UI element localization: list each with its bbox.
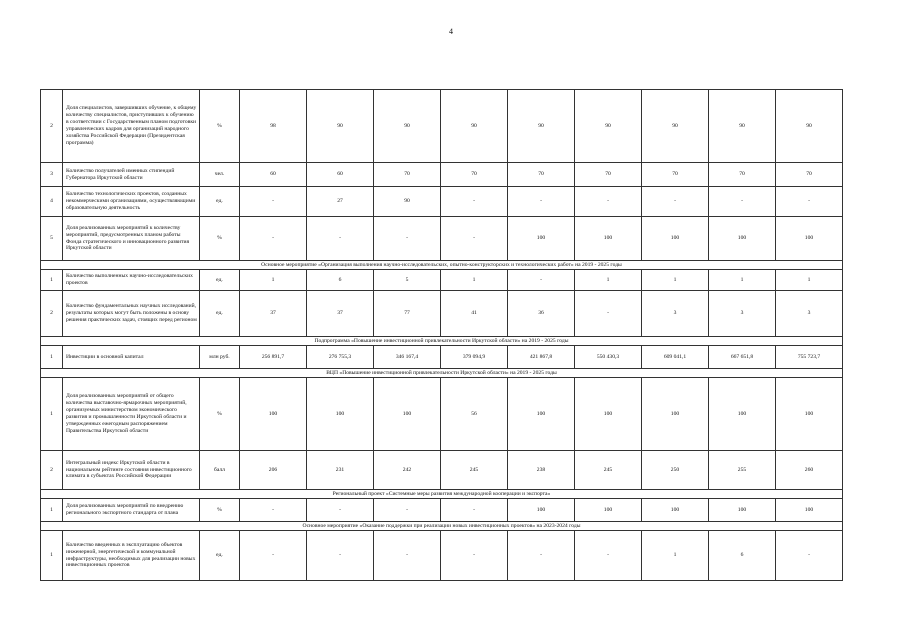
value-cell: -: [374, 499, 441, 522]
value-cell: 609 041,1: [642, 346, 709, 369]
row-number-cell: 4: [41, 187, 63, 217]
value-cell: -: [240, 499, 307, 522]
indicator-name-cell: Интегральный индекс Иркутской области в национальном рейтинге состояния инвестиционного климата в субъектах Российской Федерации: [63, 451, 200, 490]
value-cell: 256 891,7: [240, 346, 307, 369]
value-cell: -: [441, 499, 508, 522]
value-cell: 238: [508, 451, 575, 490]
value-cell: 90: [776, 90, 843, 163]
value-cell: 41: [441, 291, 508, 337]
table-row: [41, 451, 843, 490]
value-cell: 56: [441, 378, 508, 451]
section-header-row: [41, 369, 843, 378]
value-cell: 100: [709, 217, 776, 261]
value-cell: 1: [575, 270, 642, 291]
value-cell: 100: [508, 217, 575, 261]
section-title: Подпрограмма «Повышение инвестиционной привлекательности Иркутской области» на 2019 - 2025 годы: [41, 337, 843, 346]
section-header-row: [41, 490, 843, 499]
row-number-cell: 1: [41, 378, 63, 451]
value-cell: -: [776, 531, 843, 581]
value-cell: 60: [240, 163, 307, 187]
section-header-row: [41, 261, 843, 270]
value-cell: 36: [508, 291, 575, 337]
value-cell: 755 723,7: [776, 346, 843, 369]
indicator-name-cell: Инвестиции в основной капитал: [63, 346, 200, 369]
value-cell: -: [374, 531, 441, 581]
value-cell: -: [642, 187, 709, 217]
unit-cell: ед.: [200, 187, 240, 217]
value-cell: 100: [508, 378, 575, 451]
page-number: 4: [449, 27, 453, 36]
value-cell: -: [575, 531, 642, 581]
indicator-name-cell: Доля реализованных мероприятий к количеству мероприятий, предусмотренных планом работы Фонда стратегического и инновационного развития Иркутской области: [63, 217, 200, 261]
indicator-name-cell: Доля реализованных мероприятий от общего количества выставочно-ярмарочных мероприятий, организуемых министерством экономического развития и промышленности Иркутской области и утвержденных ежегодным распоряжением Правительства Иркутской области: [63, 378, 200, 451]
value-cell: -: [709, 187, 776, 217]
value-cell: 90: [575, 90, 642, 163]
value-cell: 1: [240, 270, 307, 291]
unit-cell: млн руб.: [200, 346, 240, 369]
value-cell: 1: [709, 270, 776, 291]
value-cell: 1: [776, 270, 843, 291]
value-cell: 90: [709, 90, 776, 163]
indicator-name-cell: Количество выполненных научно-исследовательских проектов: [63, 270, 200, 291]
value-cell: 100: [709, 499, 776, 522]
value-cell: 70: [642, 163, 709, 187]
value-cell: 100: [307, 378, 374, 451]
value-cell: -: [441, 217, 508, 261]
value-cell: 6: [709, 531, 776, 581]
value-cell: 242: [374, 451, 441, 490]
row-number-cell: 1: [41, 531, 63, 581]
unit-cell: %: [200, 378, 240, 451]
value-cell: 276 755,3: [307, 346, 374, 369]
value-cell: 231: [307, 451, 374, 490]
value-cell: 3: [776, 291, 843, 337]
indicator-name-cell: Доля реализованных мероприятий по внедрению регионального экспортного стандарта от плана: [63, 499, 200, 522]
unit-cell: ед.: [200, 291, 240, 337]
value-cell: 260: [776, 451, 843, 490]
value-cell: 1: [441, 270, 508, 291]
value-cell: -: [240, 531, 307, 581]
value-cell: 100: [642, 217, 709, 261]
value-cell: 100: [374, 378, 441, 451]
value-cell: -: [776, 187, 843, 217]
value-cell: 100: [709, 378, 776, 451]
value-cell: -: [307, 217, 374, 261]
value-cell: -: [508, 187, 575, 217]
value-cell: 255: [709, 451, 776, 490]
value-cell: 245: [441, 451, 508, 490]
indicator-name-cell: Количество введенных в эксплуатацию объектов инженерной, энергетической и коммунальной инфраструктуры, необходимых для реализации новых инвестиционных проектов: [63, 531, 200, 581]
unit-cell: %: [200, 217, 240, 261]
value-cell: 1: [642, 531, 709, 581]
value-cell: 100: [776, 499, 843, 522]
section-title: Региональный проект «Системные меры развития международной кооперации и экспорта»: [41, 490, 843, 499]
unit-cell: ед.: [200, 270, 240, 291]
indicators-table: [40, 89, 843, 581]
value-cell: -: [575, 187, 642, 217]
value-cell: -: [240, 187, 307, 217]
unit-cell: чел.: [200, 163, 240, 187]
unit-cell: балл: [200, 451, 240, 490]
unit-cell: ед.: [200, 531, 240, 581]
section-header-row: [41, 522, 843, 531]
value-cell: -: [307, 499, 374, 522]
value-cell: 70: [508, 163, 575, 187]
value-cell: 90: [374, 90, 441, 163]
value-cell: 3: [642, 291, 709, 337]
value-cell: -: [441, 187, 508, 217]
value-cell: 379 094,9: [441, 346, 508, 369]
table-row: [41, 217, 843, 261]
table-row: [41, 90, 843, 163]
value-cell: 70: [575, 163, 642, 187]
table-row: [41, 187, 843, 217]
value-cell: 3: [709, 291, 776, 337]
value-cell: 27: [307, 187, 374, 217]
value-cell: 90: [508, 90, 575, 163]
section-title: Основное мероприятие «Оказание поддержки при реализации новых инвестиционных проектов» на 2023-2024 годы: [41, 522, 843, 531]
table-row: [41, 270, 843, 291]
value-cell: -: [508, 270, 575, 291]
value-cell: 98: [240, 90, 307, 163]
value-cell: -: [307, 531, 374, 581]
value-cell: 90: [307, 90, 374, 163]
row-number-cell: 1: [41, 346, 63, 369]
value-cell: -: [374, 217, 441, 261]
value-cell: 77: [374, 291, 441, 337]
indicator-name-cell: Количество технологических проектов, созданных некоммерческими организациями, осуществляющими образовательную деятельность: [63, 187, 200, 217]
row-number-cell: 2: [41, 90, 63, 163]
table-row: [41, 499, 843, 522]
value-cell: -: [441, 531, 508, 581]
value-cell: 100: [642, 378, 709, 451]
value-cell: 250: [642, 451, 709, 490]
indicator-name-cell: Количество фундаментальных научных исследований, результаты которых могут быть положены в основу решения практических задач, стоящих перед регионом: [63, 291, 200, 337]
value-cell: 346 167,4: [374, 346, 441, 369]
value-cell: 70: [441, 163, 508, 187]
row-number-cell: 1: [41, 499, 63, 522]
row-number-cell: 2: [41, 451, 63, 490]
value-cell: 667 651,8: [709, 346, 776, 369]
value-cell: -: [508, 531, 575, 581]
value-cell: 100: [575, 499, 642, 522]
value-cell: 5: [374, 270, 441, 291]
value-cell: 70: [709, 163, 776, 187]
unit-cell: %: [200, 499, 240, 522]
value-cell: 37: [307, 291, 374, 337]
value-cell: 100: [776, 378, 843, 451]
table-row: [41, 531, 843, 581]
value-cell: 100: [240, 378, 307, 451]
value-cell: 60: [307, 163, 374, 187]
value-cell: 70: [776, 163, 843, 187]
value-cell: 100: [575, 378, 642, 451]
value-cell: 37: [240, 291, 307, 337]
value-cell: 100: [776, 217, 843, 261]
value-cell: 100: [642, 499, 709, 522]
unit-cell: %: [200, 90, 240, 163]
table-row: [41, 291, 843, 337]
value-cell: -: [575, 291, 642, 337]
value-cell: 550 430,3: [575, 346, 642, 369]
table-row: [41, 346, 843, 369]
value-cell: 90: [642, 90, 709, 163]
value-cell: 70: [374, 163, 441, 187]
indicator-name-cell: Доля специалистов, завершивших обучение, к общему количеству специалистов, приступивших к обучению в соответствии с Государственным планом подготовки управленческих кадров для организаций народного хозяйства Российской Федерации (Президентская программа): [63, 90, 200, 163]
row-number-cell: 2: [41, 291, 63, 337]
value-cell: 1: [642, 270, 709, 291]
value-cell: 90: [374, 187, 441, 217]
indicator-name-cell: Количество получателей именных стипендий Губернатора Иркутской области: [63, 163, 200, 187]
value-cell: 100: [508, 499, 575, 522]
value-cell: 421 867,8: [508, 346, 575, 369]
value-cell: 90: [441, 90, 508, 163]
value-cell: -: [240, 217, 307, 261]
value-cell: 6: [307, 270, 374, 291]
row-number-cell: 1: [41, 270, 63, 291]
value-cell: 245: [575, 451, 642, 490]
row-number-cell: 5: [41, 217, 63, 261]
section-title: ВЦП «Повышение инвестиционной привлекательности Иркутской области» на 2019 - 2025 годы: [41, 369, 843, 378]
table-row: [41, 163, 843, 187]
section-header-row: [41, 337, 843, 346]
section-title: Основное мероприятие «Организация выполнения научно-исследовательских, опытно-конструкторских и технологических работ» на 2019 - 2025 годы: [41, 261, 843, 270]
row-number-cell: 3: [41, 163, 63, 187]
value-cell: 100: [575, 217, 642, 261]
table-row: [41, 378, 843, 451]
value-cell: 206: [240, 451, 307, 490]
